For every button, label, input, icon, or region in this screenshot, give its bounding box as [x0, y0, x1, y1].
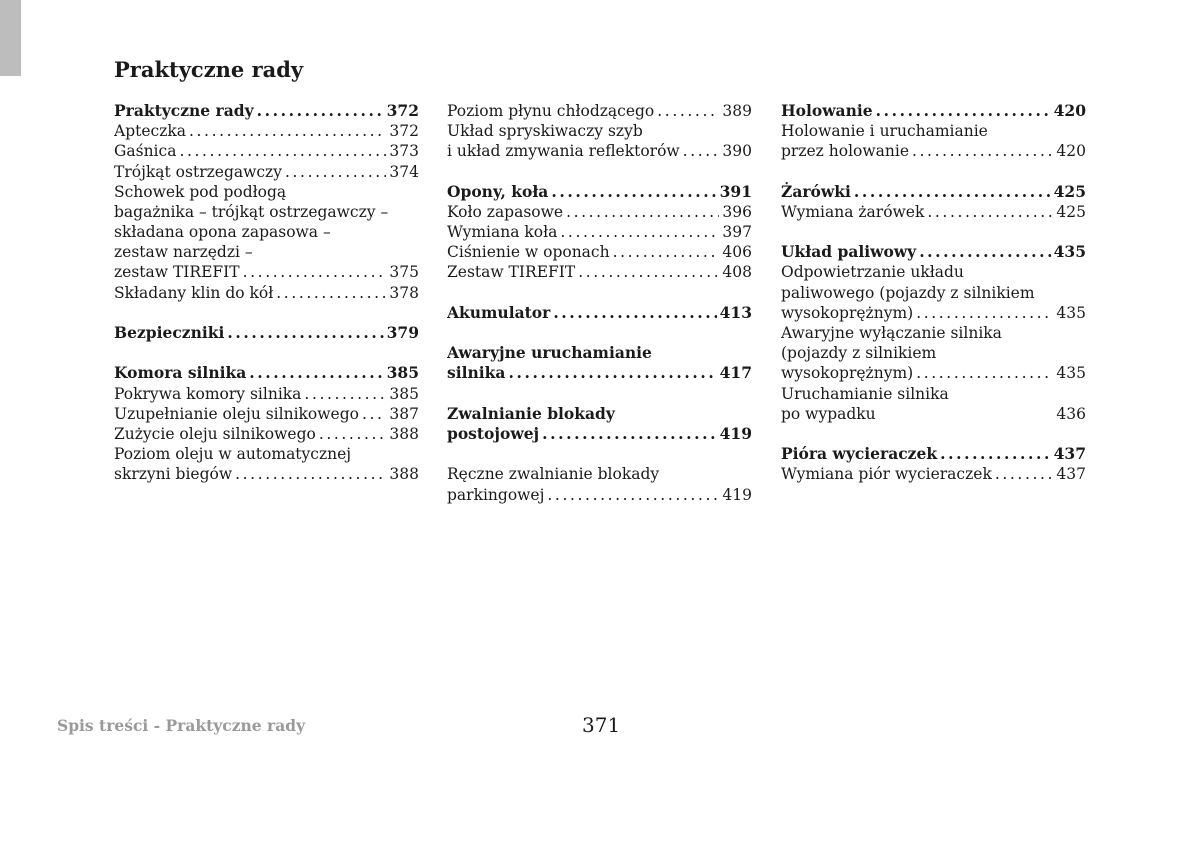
toc-page-number: 435	[1053, 242, 1086, 262]
toc-entry-text: bagażnika – trójkąt ostrzegawczy –	[114, 202, 389, 221]
toc-page-number: 389	[722, 101, 752, 120]
toc-entry	[447, 101, 752, 121]
toc-entry-text: Holowanie i uruchamianie	[781, 122, 988, 141]
toc-entry-text: skrzyni biegów	[114, 465, 233, 484]
dot-leader	[249, 363, 383, 383]
toc-entry-text: Układ spryskiwaczy szyb	[447, 122, 643, 141]
toc-spacer	[447, 444, 752, 464]
toc-entry-text: Bezpieczniki	[114, 323, 225, 343]
toc-section-entry	[114, 363, 419, 383]
dot-leader	[912, 141, 1053, 161]
toc-entry	[114, 182, 419, 202]
toc-entry-text: silnika	[447, 363, 506, 383]
toc-page-number: 374	[389, 162, 419, 181]
toc-page-number: 417	[719, 363, 752, 383]
dot-leader	[551, 182, 716, 202]
toc-page-number: 437	[1056, 465, 1086, 484]
dot-leader	[566, 202, 719, 222]
dot-leader	[362, 404, 386, 424]
toc-entry	[114, 141, 419, 161]
dot-leader	[995, 464, 1054, 484]
toc-page-number: 388	[389, 465, 419, 484]
toc-page-number: 435	[1056, 303, 1086, 322]
toc-page-number: 435	[1056, 364, 1086, 383]
toc-section-entry	[447, 404, 752, 424]
toc-entry	[447, 242, 752, 262]
toc-entry-text: Zwalnianie blokady	[447, 403, 615, 423]
toc-page-number: 372	[389, 122, 419, 141]
toc-section-entry	[447, 363, 752, 383]
toc-spacer	[114, 343, 419, 363]
toc-page-number: 387	[389, 404, 419, 423]
toc-entry-text: parkingowej	[447, 485, 545, 504]
toc-page-number: 375	[389, 263, 419, 282]
toc-section-entry	[781, 242, 1086, 262]
toc-page-number: 385	[389, 384, 419, 403]
toc-entry	[114, 404, 419, 424]
dot-leader	[227, 323, 383, 343]
dot-leader	[319, 424, 387, 444]
toc-spacer	[781, 222, 1086, 242]
toc-entry	[114, 222, 419, 242]
toc-entry	[114, 242, 419, 262]
toc-page-number: 373	[389, 142, 419, 161]
dot-leader	[235, 464, 386, 484]
dot-leader	[657, 101, 719, 121]
dot-leader	[927, 202, 1053, 222]
toc-section-entry	[781, 182, 1086, 202]
dot-leader	[916, 303, 1053, 323]
dot-leader	[940, 444, 1051, 464]
page-number: 371	[582, 713, 621, 737]
toc-entry	[114, 384, 419, 404]
toc-entry-text: paliwowego (pojazdy z silnikiem	[781, 283, 1035, 302]
toc-spacer	[447, 162, 752, 182]
toc-entry-text: składana opona zapasowa –	[114, 223, 331, 242]
toc-entry-text: (pojazdy z silnikiem	[781, 344, 937, 363]
toc-column-2	[447, 101, 752, 505]
toc-spacer	[447, 283, 752, 303]
toc-entry-text: Awaryjne wyłączanie silnika	[781, 324, 1002, 343]
toc-entry-text: po wypadku	[781, 404, 876, 423]
toc-entry-text: Awaryjne uruchamianie	[447, 343, 652, 363]
toc-page-number: 391	[719, 181, 752, 201]
toc-section-entry	[781, 444, 1086, 464]
toc-page-number: 419	[722, 485, 752, 504]
toc-entry	[781, 384, 1086, 404]
dot-leader	[553, 303, 716, 323]
toc-entry-text: Zużycie oleju silnikowego	[114, 424, 316, 443]
toc-entry-text: postojowej	[447, 424, 540, 443]
toc-entry-text: Uruchamianie silnika	[781, 384, 949, 403]
toc-entry	[781, 263, 1086, 283]
toc-entry	[447, 121, 752, 141]
toc-page-number: 406	[722, 243, 752, 262]
toc-entry-text: Akumulator	[447, 302, 551, 322]
toc-page-number: 420	[1056, 142, 1086, 161]
toc-entry	[447, 222, 752, 242]
toc-entry-text: Ręczne zwalnianie blokady	[447, 465, 660, 484]
toc-entry	[781, 404, 1086, 424]
toc-entry-text: Poziom oleju w automatycznej	[114, 445, 352, 464]
page-title: Praktyczne rady	[114, 57, 304, 82]
footer-section-label: Spis treści - Praktyczne rady	[57, 716, 306, 735]
dot-leader	[560, 222, 719, 242]
toc-entry-text: zestaw TIREFIT	[114, 263, 240, 282]
toc-entry-text: Opony, koła	[447, 181, 549, 201]
toc-page-number: 390	[722, 142, 752, 161]
toc-section-entry	[781, 101, 1086, 121]
toc-entry-text: i układ zmywania reflektorów	[447, 142, 680, 161]
toc-entry-text: Wymiana żarówek	[781, 202, 925, 221]
toc-page-number: 396	[722, 202, 752, 221]
toc-page-number: 388	[389, 424, 419, 443]
toc-page-number: 413	[719, 302, 752, 322]
toc-entry-text: zestaw narzędzi –	[114, 243, 253, 262]
toc-entry	[447, 485, 752, 505]
toc-page-number: 372	[386, 101, 419, 120]
toc-page-number: 419	[719, 424, 752, 443]
toc-entry-text: przez holowanie	[781, 142, 909, 161]
dot-leader	[876, 101, 1051, 121]
toc-entry	[114, 444, 419, 464]
toc-entry	[447, 464, 752, 484]
toc-entry-text: Trójkąt ostrzegawczy	[114, 162, 282, 181]
toc-entry	[781, 363, 1086, 383]
toc-spacer	[114, 303, 419, 323]
toc-entry-text: Ciśnienie w oponach	[447, 243, 610, 262]
dot-leader	[919, 242, 1050, 262]
toc-entry-text: Apteczka	[114, 122, 186, 141]
toc-entry	[781, 141, 1086, 161]
toc-entry-text: Układ paliwowy	[781, 242, 917, 262]
toc-page-number: 436	[1056, 404, 1086, 423]
toc-entry-text: Schowek pod podłogą	[114, 182, 287, 201]
toc-entry	[447, 141, 752, 161]
toc-page-number: 378	[389, 283, 419, 302]
dot-leader	[578, 263, 719, 283]
toc-entry	[114, 263, 419, 283]
toc-entry-text: wysokoprężnym)	[781, 303, 914, 322]
toc-entry	[447, 202, 752, 222]
dot-leader	[257, 101, 384, 121]
toc-entry	[781, 343, 1086, 363]
toc-entry-text: Komora silnika	[114, 363, 247, 383]
toc-page-number: 420	[1053, 101, 1086, 120]
dot-leader	[916, 363, 1053, 383]
toc-entry	[781, 323, 1086, 343]
toc-entry-text: Praktyczne rady	[114, 101, 254, 120]
toc-entry	[114, 464, 419, 484]
toc-column-3	[781, 101, 1086, 485]
toc-entry-text: Odpowietrzanie układu	[781, 263, 964, 282]
toc-page-number: 379	[386, 323, 419, 343]
dot-leader	[683, 141, 720, 161]
dot-leader	[285, 162, 386, 182]
toc-column-1	[114, 101, 419, 485]
dot-leader	[276, 283, 386, 303]
toc-entry-text: Koło zapasowe	[447, 202, 564, 221]
toc-entry-text: Zestaw TIREFIT	[447, 263, 576, 282]
dot-leader	[243, 263, 387, 283]
toc-entry-text: Wymiana piór wycieraczek	[781, 465, 992, 484]
toc-section-entry	[447, 182, 752, 202]
toc-spacer	[781, 162, 1086, 182]
toc-entry-text: Żarówki	[781, 181, 851, 201]
dot-leader	[179, 141, 386, 161]
toc-spacer	[781, 424, 1086, 444]
toc-entry	[114, 202, 419, 222]
toc-entry	[114, 162, 419, 182]
toc-entry-text: wysokoprężnym)	[781, 364, 914, 383]
toc-section-entry	[447, 343, 752, 363]
toc-entry	[447, 263, 752, 283]
toc-spacer	[447, 384, 752, 404]
toc-entry	[114, 283, 419, 303]
dot-leader	[854, 182, 1051, 202]
toc-entry	[781, 202, 1086, 222]
toc-entry-text: Pokrywa komory silnika	[114, 384, 302, 403]
toc-section-entry	[447, 303, 752, 323]
toc-entry	[781, 464, 1086, 484]
toc-page-number: 425	[1053, 181, 1086, 201]
toc-entry-text: Wymiana koła	[447, 223, 558, 242]
toc-spacer	[447, 323, 752, 343]
toc-entry-text: Holowanie	[781, 101, 873, 120]
toc-entry	[781, 283, 1086, 303]
toc-page-number: 397	[722, 223, 752, 242]
toc-entry	[781, 121, 1086, 141]
dot-leader	[613, 242, 720, 262]
toc-entry-text: Składany klin do kół	[114, 283, 274, 302]
toc-page-number: 425	[1056, 202, 1086, 221]
toc-page-number: 437	[1053, 444, 1086, 464]
toc-page-number: 385	[386, 363, 419, 383]
toc-entry	[114, 424, 419, 444]
toc-entry	[781, 303, 1086, 323]
dot-leader	[304, 384, 386, 404]
toc-page-number: 408	[722, 263, 752, 282]
toc-section-entry	[114, 101, 419, 121]
toc-entry-text: Gaśnica	[114, 142, 177, 161]
dot-leader	[508, 363, 716, 383]
dot-leader	[547, 485, 719, 505]
toc-entry-text: Poziom płynu chłodzącego	[447, 101, 655, 120]
toc-section-entry	[114, 323, 419, 343]
dot-leader	[542, 424, 716, 444]
toc-entry-text: Uzupełnianie oleju silnikowego	[114, 404, 359, 423]
toc-entry	[114, 121, 419, 141]
page-edge-tab	[0, 0, 21, 76]
toc-entry-text: Pióra wycieraczek	[781, 444, 938, 464]
dot-leader	[189, 121, 386, 141]
toc-section-entry	[447, 424, 752, 444]
